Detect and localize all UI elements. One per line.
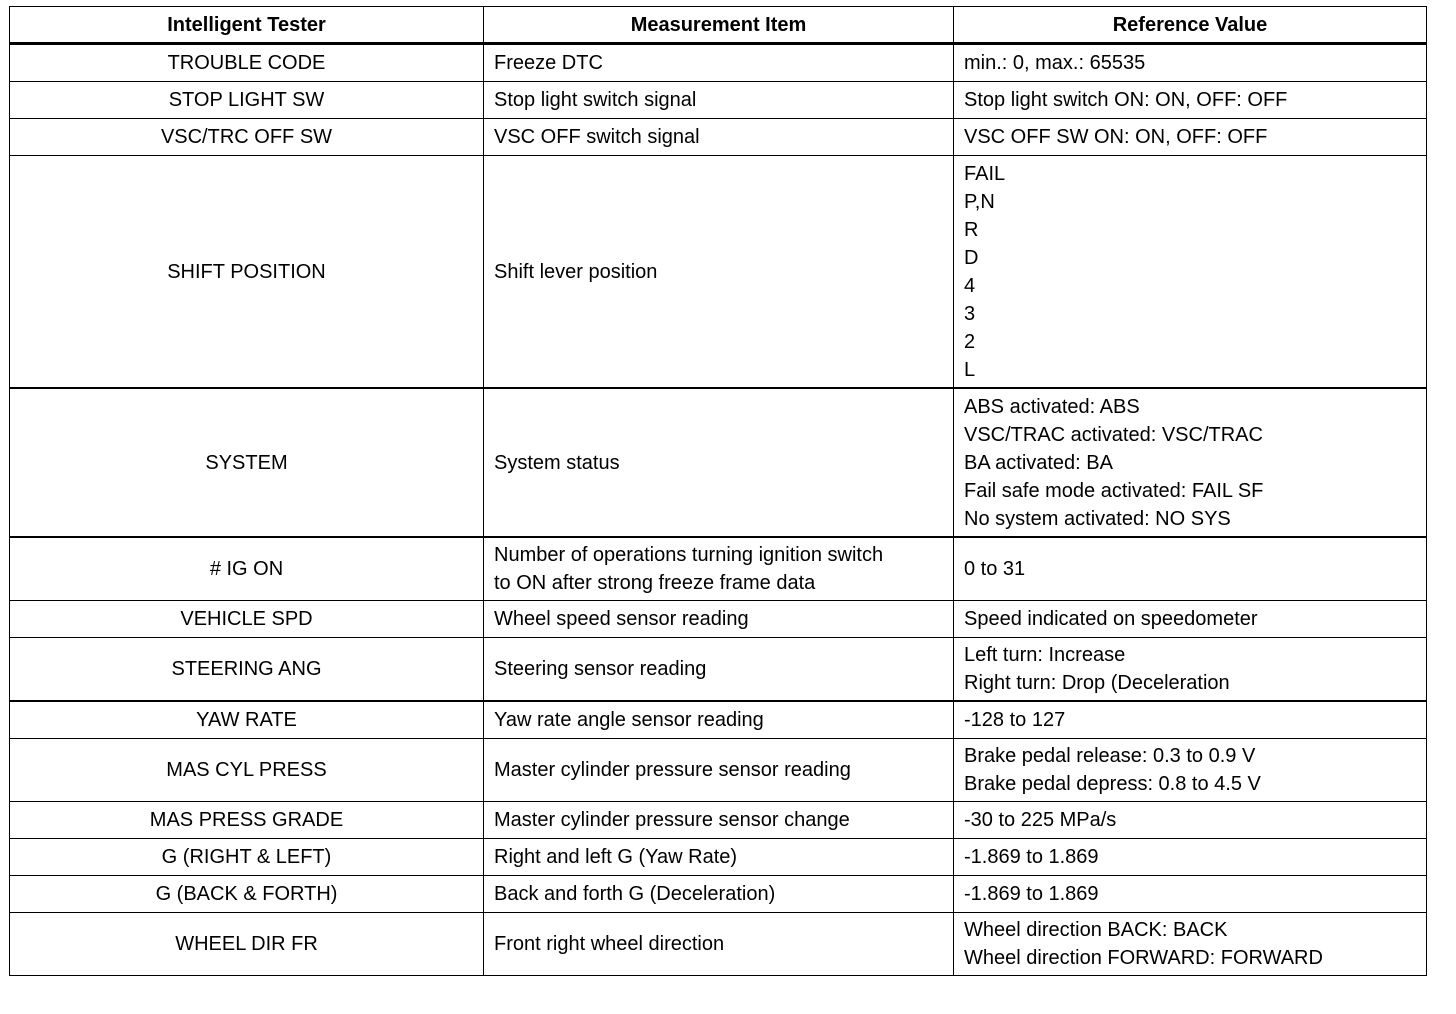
reference-line: Left turn: Increase bbox=[964, 644, 1126, 666]
reference-line: Speed indicated on speedometer bbox=[964, 608, 1258, 630]
item-cell: Right and left G (Yaw Rate) bbox=[484, 839, 954, 876]
reference-line: 4 bbox=[964, 274, 976, 297]
reference-cell bbox=[954, 82, 1427, 119]
item-cell: Front right wheel direction bbox=[484, 913, 954, 976]
reference-line: Wheel direction FORWARD: FORWARD bbox=[964, 947, 1323, 969]
tester-cell: G (BACK & FORTH) bbox=[10, 876, 484, 913]
reference-line: 0 to 31 bbox=[964, 558, 1026, 580]
tester-cell: STOP LIGHT SW bbox=[10, 82, 484, 119]
reference-line: VSC/TRAC activated: VSC/TRAC bbox=[964, 423, 1263, 446]
item-cell: Steering sensor reading bbox=[484, 638, 954, 702]
item-cell: Back and forth G (Deceleration) bbox=[484, 876, 954, 913]
table-row bbox=[10, 739, 1427, 802]
reference-line: R bbox=[964, 218, 979, 241]
item-cell: Master cylinder pressure sensor change bbox=[484, 802, 954, 839]
reference-line: -1.869 to 1.869 bbox=[964, 883, 1099, 905]
reference-cell bbox=[954, 388, 1427, 537]
table-row bbox=[10, 119, 1427, 156]
reference-line: Fail safe mode activated: FAIL SF bbox=[964, 479, 1264, 502]
tester-cell: WHEEL DIR FR bbox=[10, 913, 484, 976]
tester-cell: # IG ON bbox=[10, 537, 484, 601]
reference-cell bbox=[954, 802, 1427, 839]
reference-line: Stop light switch ON: ON, OFF: OFF bbox=[964, 89, 1288, 111]
header-reference-value: Reference Value bbox=[954, 7, 1427, 44]
reference-line: 3 bbox=[964, 302, 976, 325]
reference-line: ABS activated: ABS bbox=[964, 395, 1140, 418]
item-cell: Master cylinder pressure sensor reading bbox=[484, 739, 954, 802]
table-row bbox=[10, 638, 1427, 702]
item-cell: VSC OFF switch signal bbox=[484, 119, 954, 156]
reference-line: D bbox=[964, 246, 979, 269]
reference-line: -30 to 225 MPa/s bbox=[964, 809, 1117, 831]
tester-cell: MAS PRESS GRADE bbox=[10, 802, 484, 839]
table-row bbox=[10, 537, 1427, 601]
table-row bbox=[10, 44, 1427, 82]
reference-cell bbox=[954, 638, 1427, 702]
table-row bbox=[10, 156, 1427, 389]
reference-cell bbox=[954, 701, 1427, 739]
data-list-table bbox=[9, 6, 1427, 976]
reference-cell bbox=[954, 913, 1427, 976]
table-body bbox=[10, 44, 1427, 976]
tester-cell: G (RIGHT & LEFT) bbox=[10, 839, 484, 876]
tester-cell: MAS CYL PRESS bbox=[10, 739, 484, 802]
reference-line: min.: 0, max.: 65535 bbox=[964, 52, 1146, 74]
reference-line: -128 to 127 bbox=[964, 709, 1066, 731]
item-cell: Wheel speed sensor reading bbox=[484, 601, 954, 638]
item-cell: Shift lever position bbox=[484, 156, 954, 389]
reference-line: Brake pedal release: 0.3 to 0.9 V bbox=[964, 745, 1256, 767]
reference-line: Right turn: Drop (Deceleration bbox=[964, 672, 1230, 694]
table-row bbox=[10, 82, 1427, 119]
reference-line: 2 bbox=[964, 330, 976, 353]
reference-cell bbox=[954, 876, 1427, 913]
table-row bbox=[10, 839, 1427, 876]
reference-cell bbox=[954, 156, 1427, 389]
tester-cell: YAW RATE bbox=[10, 701, 484, 739]
reference-line: VSC OFF SW ON: ON, OFF: OFF bbox=[964, 126, 1268, 148]
item-cell bbox=[484, 537, 954, 601]
table-row bbox=[10, 802, 1427, 839]
table-row bbox=[10, 701, 1427, 739]
reference-cell bbox=[954, 739, 1427, 802]
header-row bbox=[10, 7, 1427, 44]
reference-line: Brake pedal depress: 0.8 to 4.5 V bbox=[964, 773, 1261, 795]
reference-line: L bbox=[964, 358, 976, 381]
item-cell: Freeze DTC bbox=[484, 44, 954, 82]
tester-cell: VEHICLE SPD bbox=[10, 601, 484, 638]
item-cell: Yaw rate angle sensor reading bbox=[484, 701, 954, 739]
reference-line: -1.869 to 1.869 bbox=[964, 846, 1099, 868]
reference-line: P,N bbox=[964, 190, 995, 213]
tester-cell: SHIFT POSITION bbox=[10, 156, 484, 389]
table-row bbox=[10, 601, 1427, 638]
header-intelligent-tester: Intelligent Tester bbox=[10, 7, 484, 44]
reference-line: BA activated: BA bbox=[964, 451, 1113, 474]
tester-cell: STEERING ANG bbox=[10, 638, 484, 702]
reference-line: FAIL bbox=[964, 162, 1006, 185]
header-measurement-item: Measurement Item bbox=[484, 7, 954, 44]
tester-cell: VSC/TRC OFF SW bbox=[10, 119, 484, 156]
reference-line: Wheel direction BACK: BACK bbox=[964, 919, 1228, 941]
tester-cell: TROUBLE CODE bbox=[10, 44, 484, 82]
item-line: to ON after strong freeze frame data bbox=[494, 572, 816, 594]
reference-line: No system activated: NO SYS bbox=[964, 507, 1231, 530]
item-cell: System status bbox=[484, 388, 954, 537]
table-row bbox=[10, 876, 1427, 913]
reference-cell bbox=[954, 537, 1427, 601]
table-row bbox=[10, 913, 1427, 976]
table-row bbox=[10, 388, 1427, 537]
tester-cell: SYSTEM bbox=[10, 388, 484, 537]
reference-cell bbox=[954, 44, 1427, 82]
reference-cell bbox=[954, 839, 1427, 876]
item-cell: Stop light switch signal bbox=[484, 82, 954, 119]
reference-cell bbox=[954, 119, 1427, 156]
item-line: Number of operations turning ignition switch bbox=[494, 544, 884, 566]
reference-cell bbox=[954, 601, 1427, 638]
